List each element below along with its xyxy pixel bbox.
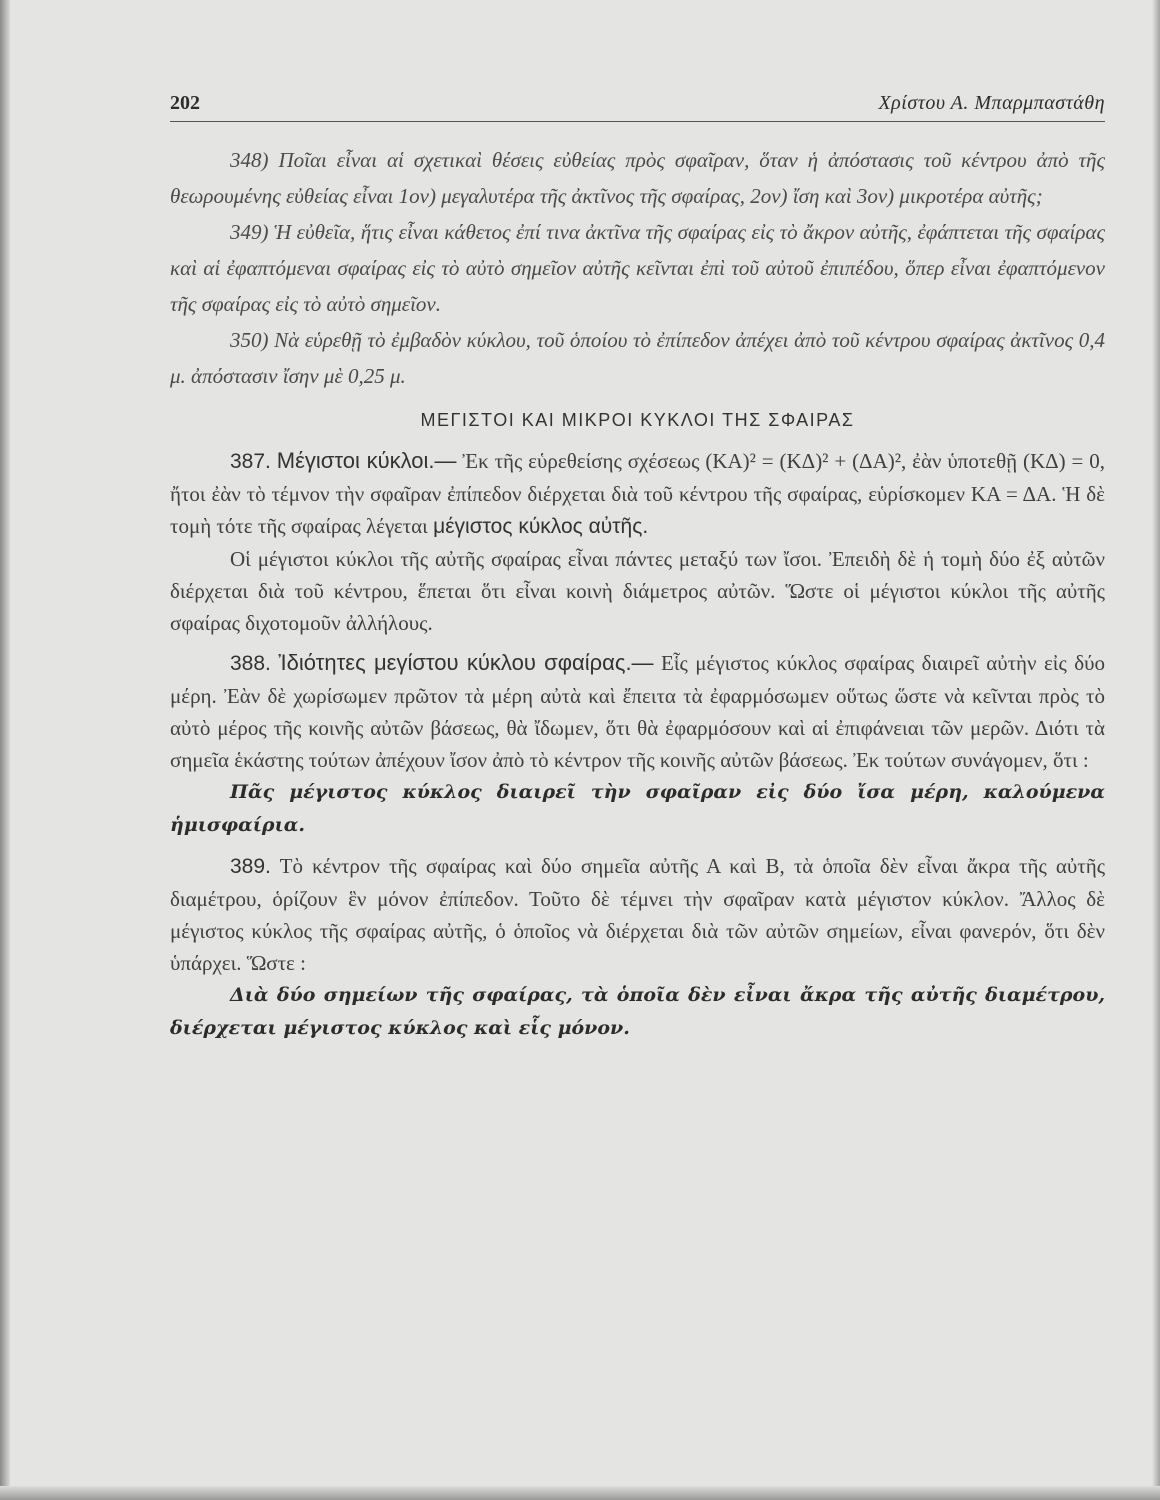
scan-edge-left (0, 0, 10, 1500)
section-number-389: 389. (230, 855, 271, 878)
section-number-388: 388. (230, 652, 271, 675)
section-heading-388: Ἰδιότητες μεγίστου κύκλου σφαίρας.— (278, 650, 654, 675)
section-number-387: 387. (230, 450, 271, 473)
theorem-388: Πᾶς μέγιστος κύκλος διαιρεῖ τὴν σφαῖραν εἰς δύο ἴσα μέρη, καλούμενα ἡμισφαίρια. (170, 781, 1105, 836)
paragraph-387-b: Οἱ μέγιστοι κύκλοι τῆς αὐτῆς σφαίρας εἶναι πάντες μεταξύ των ἴσοι. Ἐπειδὴ δὲ ἡ τομὴ δύο ἐξ αὐτῶν διέρχεται διὰ τοῦ κέντρου, ἕπεται ὅτι εἶναι κοινὴ διάμετρος αὐτῶν. Ὥστε οἱ μέγιστοι κύκλοι τῆς αὐτῆς σφαίρας διχοτομοῦν ἀλλήλους. (170, 547, 1105, 635)
paragraph-388-text: Εἷς μέγιστος κύκλος σφαίρας διαιρεῖ αὐτὴν εἰς δύο μέρη. Ἐὰν δὲ χωρίσωμεν πρῶτον τὰ μέρη αὐτὰ καὶ ἔπειτα τὰ ἐφαρμόσωμεν οὕτως ὥστε νὰ κεῖνται πρὸς τὸ αὐτὸ μέρος τῆς κοινῆς αὐτῶν βάσεως, θὰ ἴδωμεν, ὅτι θὰ ἐφαρμόσουν καὶ αἱ ἐπιφάνειαι τῶν μερῶν. Διότι τὰ σημεῖα ἑκάστης τούτων ἀπέχουν ἴσον ἀπὸ τὸ κέντρον τῆς κοινῆς αὐτῶν βάσεως. Ἐκ τούτων συνάγομεν, ὅτι : (170, 651, 1106, 772)
exercise-350: 350) Νὰ εὑρεθῇ τὸ ἐμβαδὸν κύκλου, τοῦ ὁποίου τὸ ἐπίπεδον ἀπέχει ἀπὸ τοῦ κέντρου σφαίρας ἀκτῖνος 0,4 μ. ἀπόστασιν ἴσην μὲ 0,25 μ. (170, 328, 1105, 388)
section-heading-387: Μέγιστοι κύκλοι.— (276, 448, 457, 473)
paragraph-389-text: Τὸ κέντρον τῆς σφαίρας καὶ δύο σημεῖα αὐτῆς Α καὶ Β, τὰ ὁποῖα δὲν εἶναι ἄκρα τῆς αὐτῆς διαμέτρου, ὁρίζουν ἓν μόνον ἐπίπεδον. Τοῦτο δὲ τέμνει τὴν σφαῖραν κατὰ μέγιστον κύκλον. Ἄλλος δὲ μέγιστος κύκλος τῆς σφαίρας αὐτῆς, ὁ ὁποῖος νὰ διέρχεται διὰ τῶν αὐτῶν σημείων, εἶναι φανερόν, ὅτι δὲν ὑπάρχει. Ὥστε : (170, 854, 1106, 975)
scan-edge-right (1152, 0, 1160, 1500)
term-great-circle: μέγιστος κύκλος αὐτῆς. (433, 515, 649, 538)
exercise-348: 348) Ποῖαι εἶναι αἱ σχετικαὶ θέσεις εὐθείας πρὸς σφαῖραν, ὅταν ἡ ἀπόστασις τοῦ κέντρου ἀπὸ τῆς θεωρουμένης εὐθείας εἶναι 1ον) μεγαλυτέρα τῆς ἀκτῖνος τῆς σφαίρας, 2ον) ἴση καὶ 3ον) μικροτέρα αὐτῆς; (170, 148, 1105, 208)
scan-edge-bottom (0, 1486, 1160, 1500)
running-head: Χρίστου Α. Μπαρμπαστάθη (878, 92, 1105, 114)
paragraph-389 (170, 850, 1105, 979)
paragraph-387 (170, 445, 1105, 543)
page-content (170, 92, 1105, 1045)
theorem-389: Διὰ δύο σημείων τῆς σφαίρας, τὰ ὁποῖα δὲν εἶναι ἄκρα τῆς αὐτῆς διαμέτρου, διέρχεται μέγιστος κύκλος καὶ εἷς μόνον. (170, 984, 1105, 1039)
exercise-349: 349) Ἡ εὐθεῖα, ἥτις εἶναι κάθετος ἐπί τινα ἀκτῖνα τῆς σφαίρας εἰς τὸ ἄκρον αὐτῆς, ἐφάπτεται τῆς σφαίρας καὶ αἱ ἐφαπτόμεναι σφαίρας εἰς τὸ αὐτὸ σημεῖον αὐτῆς κεῖνται ἐπὶ τοῦ αὐτοῦ ἐπιπέδου, ὅπερ εἶναι ἐφαπτόμενον τῆς σφαίρας εἰς τὸ αὐτὸ σημεῖον. (170, 220, 1105, 316)
section-title: ΜΕΓΙΣΤΟΙ ΚΑΙ ΜΙΚΡΟΙ ΚΥΚΛΟΙ ΤΗΣ ΣΦΑΙΡΑΣ (420, 410, 855, 430)
page-number: 202 (170, 92, 200, 114)
paragraph-387-text: Ἐκ τῆς εὑρεθείσης σχέσεως (ΚΑ)² = (ΚΔ)² + (ΔΑ)², ἐὰν ὑποτεθῇ (ΚΔ) = 0, ἤτοι ἐὰν τὸ τέμνον τὴν σφαῖραν ἐπίπεδον διέρχεται διὰ τοῦ κέντρου τῆς σφαίρας, εὑρίσκομεν ΚΑ = ΔΑ. Ἡ δὲ τομὴ τότε τῆς σφαίρας λέγεται (170, 449, 1105, 538)
running-header (170, 92, 1105, 122)
paragraph-388 (170, 647, 1105, 776)
